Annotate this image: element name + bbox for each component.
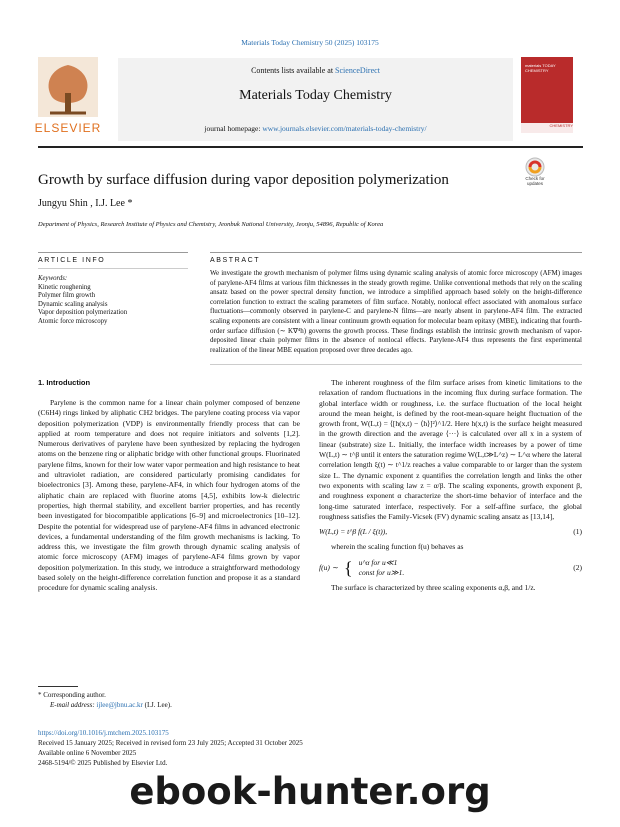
homepage-prefix: journal homepage: bbox=[204, 124, 263, 133]
article-title: Growth by surface diffusion during vapor deposition polymerization bbox=[38, 172, 449, 188]
equation-2-case-1: u^α for u≪1 bbox=[358, 557, 398, 567]
email-link[interactable]: ijlee@jbnu.ac.kr bbox=[96, 701, 143, 709]
left-column bbox=[38, 398, 300, 594]
check-updates-label[interactable]: Check for updates bbox=[525, 176, 545, 186]
intro-paragraph: Parylene is the common name for a linear chain polymer composed of benzene (C6H4) rings linked by aliphatic CH2 bridges. The parylene coating process via vapor deposition polymerization (VDP) is environmentally friendly process that can be applied at room temperature and does not require initiators and solvents [1,2]. Numerous derivatives of parylene have been synthesized by replacing the hydrogen atoms on the benzene ring or aliphatic bridge with other functional groups. Fluorinated parylene films, known for their low water vapor permeation and high resistance to heat and ultraviolet radiation, are considered particularly promising candidates for bioelectronics [3]. Among these, parylene-AF4, in which four hydrogen atoms of the aliphatic chain are replaced with fluorine atoms [4,5], exhibits low-k dielectric properties, high thermal stability, and excellent barrier properties, and has recently been investigated for biocompatible applications [6–9] and microelectronics [10–12]. Despite the potential for widespread use of parylene-AF4 films in advanced electronic devices, a fundamental understanding of the film growth mechanisms is lacking. To address this, we investigate the film growth through dynamic scaling analysis of atomic force microscopy (AFM) images of parylene-AF4 films grown by vapor deposition polymerization. In this study, we introduce a straightforward methodology based solely on the height-difference correlation function and propose it as a standard procedure for dynamic scaling analysis. bbox=[38, 398, 300, 593]
keyword: Dynamic scaling analysis bbox=[38, 300, 108, 308]
homepage-line bbox=[118, 124, 513, 133]
author-list: Jungyu Shin , I.J. Lee * bbox=[38, 198, 133, 209]
keywords-label: Keywords: bbox=[38, 275, 68, 282]
cover-badge: CHEMISTRY bbox=[521, 123, 573, 133]
journal-cover bbox=[521, 57, 573, 133]
equation-2 bbox=[319, 558, 582, 579]
abstract-rule bbox=[210, 252, 582, 253]
exponents-text: The surface is characterized by three scaling exponents α,β, and 1/z. bbox=[331, 583, 536, 593]
equation-1 bbox=[319, 527, 582, 537]
abstract-heading: ABSTRACT bbox=[210, 257, 261, 264]
keywords-block bbox=[38, 275, 188, 327]
article-info-rule bbox=[38, 252, 188, 253]
article-info-heading: ARTICLE INFO bbox=[38, 257, 106, 264]
equation-2-case-2: const for u≫1. bbox=[358, 568, 405, 578]
keyword: Vapor deposition polymerization bbox=[38, 309, 128, 317]
footnote bbox=[38, 690, 172, 710]
header-rule bbox=[38, 146, 583, 148]
sciencedirect-link[interactable]: ScienceDirect bbox=[335, 66, 380, 75]
footnote-corresponding: * Corresponding author. bbox=[38, 691, 106, 699]
email-suffix: (I.J. Lee). bbox=[142, 701, 172, 709]
cover-title: materials TODAY CHEMISTRY bbox=[525, 63, 556, 73]
elsevier-logo bbox=[30, 55, 106, 137]
received-dates: Received 15 January 2025; Received in revised form 23 July 2025; Accepted 31 October 2025 bbox=[38, 739, 303, 747]
equation-1-number: (1) bbox=[573, 527, 582, 537]
contents-line bbox=[118, 66, 513, 75]
journal-title: Materials Today Chemistry bbox=[239, 88, 392, 103]
homepage-link[interactable]: www.journals.elsevier.com/materials-today-chemistry/ bbox=[262, 124, 427, 133]
keyword: Atomic force microscopy bbox=[38, 317, 108, 325]
equation-1-body: W(L,t) = t^β f(L / ξ(t)), bbox=[319, 527, 388, 537]
right-column bbox=[319, 378, 582, 594]
keywords-rule bbox=[38, 268, 188, 269]
journal-citation[interactable]: Materials Today Chemistry 50 (2025) 103175 bbox=[241, 38, 379, 47]
roughness-paragraph: The inherent roughness of the film surface arises from kinetic limitations to the relaxation of random fluctuations in the incoming flux during surface formation. The global interface width or roughness, i.e. the surface fluctuation of the local height around the mean height, is defined by the root-mean-square height fluctuation of the growth front, W(L,t) = ⟨[h(x,t) − ⟨h⟩]²⟩^1/2. Here h(x,t) is the surface height measured in the growth direction and the average ⟨···⟩ is calculated over all x in a system of linear (substrate) size L. Initially, the interface width increases by a power of time W(L,t) ∼ t^β until it enters the saturation regime W(L,t≫L^z) ∼ L^α where the lateral correlation length ξ(t) ∼ t^1/z reaches a value comparable to or larger than the system size L. The dynamic exponent z quantifies the correlation length and links the other two exponents with scaling law z = α/β. The scaling exponents, growth exponent β, and roughness exponent α characterize the short-time behavior of interface and the long-time saturated interface, respectively. For a self-affine surface, the global roughness satisfies the Family-Vicsek (FV) dynamic scaling ansatz as [13,14], bbox=[319, 378, 582, 521]
equation-2-number: (2) bbox=[573, 562, 582, 572]
available-online: Available online 6 November 2025 bbox=[38, 749, 137, 757]
watermark: ebook-hunter.org bbox=[129, 770, 491, 813]
email-label: E-mail address: bbox=[50, 701, 97, 709]
keyword: Polymer film growth bbox=[38, 292, 96, 300]
equation-2-lhs: f(u) ∼ bbox=[319, 562, 338, 572]
keyword: Kinetic roughening bbox=[38, 283, 91, 291]
doi-link[interactable]: https://doi.org/10.1016/j.mtchem.2025.103175 bbox=[38, 729, 169, 737]
publisher-name: ELSEVIER bbox=[34, 121, 102, 135]
abstract-text: We investigate the growth mechanism of polymer films using dynamic scaling analysis of atomic force microscopy (AFM) images of parylene-AF4 films at various film thicknesses in the steady growth regime. Unlike conventional methods that rely on the scaling ansatz based on the power spectral density function, we introduce a simplified approach based solely on the height-difference correlation function to extract the scaling parameters of film surface. Notably, nonlocal effect associated with anomalous surface fluctuations—commonly observed in parylene-C and parylene-N films—are nearly absent in parylene-AF4 film. The extracted scaling exponents are consistent with a linear continuum growth equation for molecular beam epitaxy (MBE), indicating that fourth-order surface diffusion (∼ K∇⁴h) governs the growth process. These findings establish the intrinsic growth mechanism of vapor-deposited linear chain polymer films in the absence of nonlocal effects. Parylene-AF4 thus represents the first experimental realization of the linear MBE equation proposed over three decades ago. bbox=[210, 269, 582, 354]
scaling-function-text: wherein the scaling function f(u) behaves as bbox=[331, 542, 464, 552]
brace-icon: { bbox=[344, 558, 353, 579]
article-footer bbox=[38, 728, 303, 768]
contents-prefix: Contents lists available at bbox=[251, 66, 336, 75]
abstract-end-rule bbox=[210, 364, 582, 365]
affiliation: Department of Physics, Research Institute of Physics and Chemistry, Jeonbuk National University, Jeonju, 54896, Republic of Korea bbox=[38, 221, 384, 228]
footnote-rule bbox=[38, 686, 78, 687]
copyright: 2468-5194/© 2025 Published by Elsevier Ltd. bbox=[38, 759, 168, 767]
section-heading-introduction: 1. Introduction bbox=[38, 378, 91, 387]
